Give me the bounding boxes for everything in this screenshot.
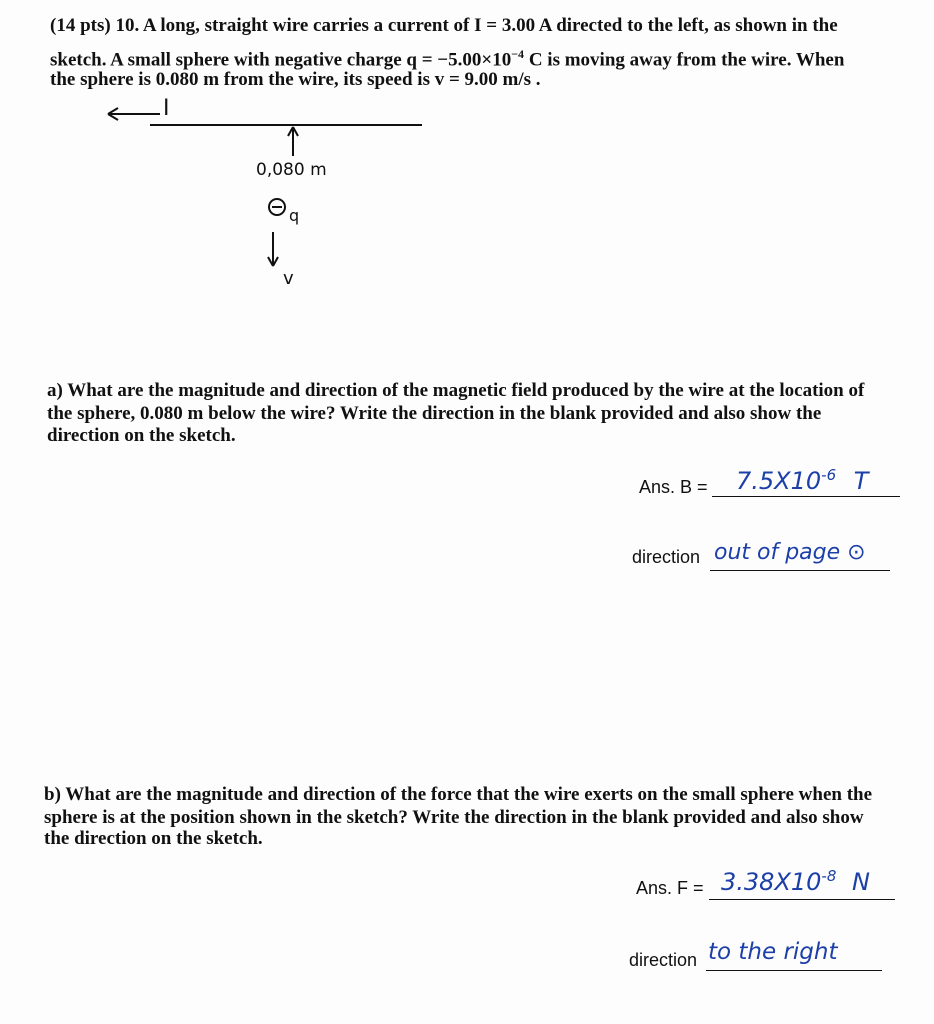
charge-label: q bbox=[289, 206, 300, 225]
answer-b-unit: T bbox=[853, 467, 869, 495]
distance-label: 0,080 m bbox=[256, 160, 327, 180]
answer-f-blank bbox=[709, 899, 895, 900]
problem-line-3: the sphere is 0.080 m from the wire, its speed is v = 9.00 m/s . bbox=[50, 69, 541, 90]
answer-b-exponent: -6 bbox=[821, 466, 837, 484]
answer-b-blank bbox=[712, 496, 900, 497]
direction-b-label: direction bbox=[632, 547, 701, 567]
part-a-line-3: direction on the sketch. bbox=[47, 425, 236, 446]
answer-b-mantissa: 7.5X10 bbox=[736, 467, 822, 495]
problem-sketch bbox=[0, 90, 934, 410]
answer-f-unit: N bbox=[852, 868, 870, 896]
answer-f-value bbox=[721, 867, 870, 896]
direction-f-blank bbox=[706, 970, 882, 971]
part-b-line-2: sphere is at the position shown in the sketch? Write the direction in the blank provided and also show bbox=[44, 807, 864, 828]
answer-b-label: Ans. B = bbox=[639, 477, 708, 497]
part-b-line-1: b) What are the magnitude and direction of the force that the wire exerts on the small sphere when the bbox=[44, 784, 873, 805]
problem-line-1: (14 pts) 10. A long, straight wire carries a current of I = 3.00 A directed to the left, as shown in the bbox=[50, 15, 838, 36]
direction-b-blank bbox=[710, 570, 890, 571]
answer-b-value bbox=[736, 466, 868, 495]
problem-line-2-end: C is moving away from the wire. When bbox=[524, 49, 845, 71]
direction-b-value: out of page ⊙ bbox=[714, 540, 866, 565]
answer-f-label: Ans. F = bbox=[636, 878, 704, 898]
part-b-line-3: the direction on the sketch. bbox=[44, 828, 263, 849]
direction-f-label: direction bbox=[629, 950, 698, 970]
velocity-label: v bbox=[283, 268, 294, 289]
answer-f-exponent: -8 bbox=[821, 867, 837, 885]
problem-line-2-text: sketch. A small sphere with negative charge q = −5.00×10 bbox=[50, 49, 512, 71]
direction-f-value: to the right bbox=[708, 939, 838, 965]
problem-line-2-exponent: −4 bbox=[511, 47, 525, 61]
part-a-line-1: a) What are the magnitude and direction of the magnetic field produced by the wire at the location of bbox=[47, 380, 865, 401]
part-a-line-2: the sphere, 0.080 m below the wire? Write the direction in the blank provided and also show the bbox=[47, 403, 822, 424]
current-label: I bbox=[163, 96, 170, 121]
answer-f-mantissa: 3.38X10 bbox=[721, 868, 822, 896]
